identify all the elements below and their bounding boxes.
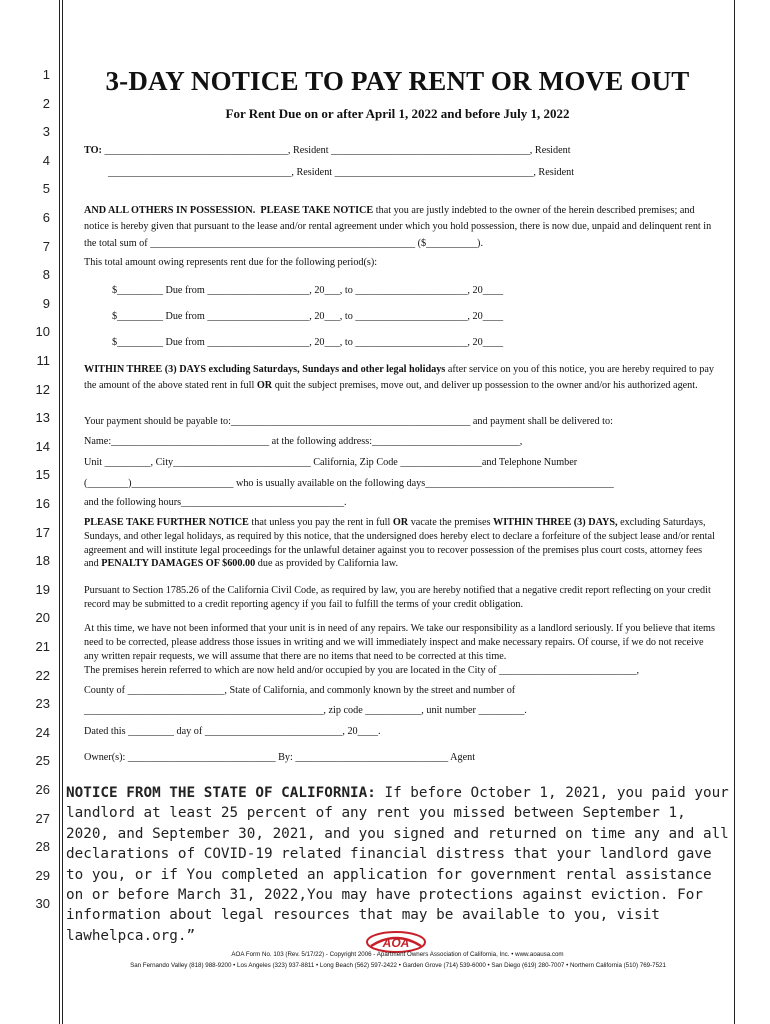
further-or: OR [392, 517, 409, 528]
zip-line: _______________________________________________, zip code ___________, unit number _________. [84, 705, 527, 716]
line-number: 23 [35, 696, 50, 712]
premises-line: The premises herein referred to which are now held and/or occupied by you are located in the City of ___________________________, [84, 665, 640, 676]
county-line: County of ___________________, State of California, and commonly known by the street and number of [84, 685, 516, 696]
margin-rule-left-outer [59, 0, 60, 1024]
line-number: 2 [42, 95, 50, 111]
line-number: 30 [35, 896, 50, 912]
payable-line: Your payment should be payable to:_______________________________________________ and payment shall be delivered to: [84, 416, 613, 427]
unit-line: Unit _________, City___________________________ California, Zip Code ________________and Telephone Number [84, 457, 578, 468]
line-number: 7 [42, 238, 50, 254]
margin-rule-left-inner [62, 0, 63, 1024]
page-title: 3-DAY NOTICE TO PAY RENT OR MOVE OUT [105, 66, 690, 96]
period-row-2: $_________ Due from ____________________, 20___, to ______________________, 20____ [112, 311, 504, 322]
line-number: 4 [42, 152, 50, 168]
to-label: TO: [84, 145, 102, 156]
line-number: 5 [42, 181, 50, 197]
to-line-1 [84, 145, 716, 156]
line-number: 10 [35, 324, 50, 340]
dated-line: Dated this _________ day of ___________________________, 20____. [84, 726, 381, 737]
line-number: 17 [35, 524, 50, 540]
owner-line: Owner(s): _____________________________ By: ______________________________ Agent [84, 752, 476, 763]
within-bold: WITHIN THREE (3) DAYS excluding Saturdays, Sundays and other legal holidays [84, 364, 446, 375]
line-number: 6 [42, 210, 50, 225]
phone-line: (________)____________________ who is usually available on the following days_____________________________________ [84, 478, 614, 489]
further-text-2: vacate the premises [408, 517, 494, 528]
footer-copyright: AOA Form No. 103 (Rev. 5/17/22) - Copyright 2006 - Apartment Owners Association of California, Inc. • www.aoausa.com [231, 951, 564, 958]
line-number: 18 [35, 553, 50, 569]
line-number: 13 [35, 410, 50, 426]
margin-rule-right [734, 0, 735, 1024]
period-row-1: $_________ Due from ____________________, 20___, to ______________________, 20____ [112, 285, 504, 296]
line-number: 19 [35, 581, 50, 597]
to-line-1-text: ____________________________________, Resident _______________________________________, Resident [101, 145, 571, 156]
california-notice [66, 783, 732, 946]
line-number: 1 [42, 67, 50, 82]
line-number: 15 [35, 467, 50, 483]
to-line-2: ____________________________________, Resident _______________________________________, Resident [108, 167, 575, 178]
repairs-paragraph: At this time, we have not been informed that your unit is in need of any repairs. We take our responsibility as a landlord seriously. If you believe that items need to be corrected, please address those issues in writing and we will immediately inspect and make necessary repairs. Of course, if we do not receive any written repair requests, we will assume that there are no items that need to be corrected at this time. [84, 623, 715, 662]
california-notice-text: If before October 1, 2021, you paid your landlord at least 25 percent of any rent you missed between September 1, 2020, and September 30, 2021, and you signed and returned on time any and all declarations of COVID-19 related financial distress that your landlord gave to you, or if You completed an application for government rental assistance on or before March 31, 2022,You may have protections against eviction. For information about legal resources that may be available to you, visit lawhelpca.org.” [66, 785, 729, 944]
line-number: 27 [35, 810, 50, 826]
possession-paragraph [84, 203, 716, 252]
line-number: 8 [42, 267, 50, 283]
line-number: 29 [35, 867, 50, 883]
further-text-4: due as provided by California law. [255, 558, 399, 570]
further-text-1: that unless you pay the rent in full [248, 517, 393, 528]
line-number: 28 [35, 839, 50, 855]
line-number: 26 [35, 782, 50, 797]
aoa-logo-text: AOA [382, 936, 410, 950]
line-number: 16 [35, 496, 50, 511]
within-paragraph [84, 362, 716, 395]
period-row-3: $_________ Due from ____________________, 20___, to ______________________, 20____ [112, 337, 504, 348]
line-number: 12 [35, 381, 50, 397]
further-bold-2: WITHIN THREE (3) DAYS, [493, 517, 618, 528]
further-notice-paragraph [84, 516, 716, 571]
further-bold-1: PLEASE TAKE FURTHER NOTICE [84, 517, 249, 528]
within-text-2: quit the subject premises, move out, and deliver up possession to the owner and/or his authorized agent. [272, 380, 698, 392]
line-number: 9 [42, 295, 50, 311]
possession-bold-2: PLEASE TAKE NOTICE [260, 205, 374, 216]
line-number: 24 [35, 724, 50, 740]
periods-intro: This total amount owing represents rent due for the following period(s): [84, 257, 378, 268]
credit-paragraph: Pursuant to Section 1785.26 of the California Civil Code, as required by law, you are hereby notified that a negative credit report reflecting on your credit record may be submitted to a credit reporting agency if you fail to fulfill the terms of your credit obligation. [84, 585, 711, 610]
line-number: 11 [36, 353, 50, 368]
california-notice-heading: NOTICE FROM THE STATE OF CALIFORNIA: [66, 785, 376, 801]
line-number: 20 [35, 610, 50, 626]
possession-bold-1: AND ALL OTHERS IN POSSESSION. [84, 205, 256, 216]
line-number: 22 [35, 667, 50, 683]
within-or: OR [256, 380, 273, 392]
line-number: 25 [35, 753, 50, 769]
line-number: 14 [35, 438, 50, 454]
line-number: 21 [35, 639, 50, 654]
further-bold-3: PENALTY DAMAGES OF $600.00 [101, 558, 256, 570]
further-text-3: excluding Saturdays, Sundays, and other legal holidays, as required by this notice, that the undersigned does hereby elect to declare a forfeiture of the subject lease and/or rental agreement and will institute legal proceedings for the unlawful detainer against you to recover possession of the premises plus court costs, attorney fees and [84, 517, 715, 570]
name-line: Name:_______________________________ at the following address:_____________________________, [84, 436, 523, 447]
hours-line: and the following hours________________________________. [84, 497, 347, 508]
line-number: 3 [42, 124, 50, 140]
page-subtitle: For Rent Due on or after April 1, 2022 and before July 1, 2022 [225, 106, 570, 121]
possession-text: that you are justly indebted to the owner of the herein described premises; and notice is hereby given that pursuant to the lease and/or rental agreement under which you hold possession, there is now due, unpaid and delinquent rent in the total sum of ____________________________________________________ ($__________). [84, 205, 712, 249]
within-text-1: after service on you of this notice, you are hereby required to pay the amount of the above stated rent in full [84, 364, 715, 392]
footer-offices: San Fernando Valley (818) 988-9200 • Los Angeles (323) 937-8811 • Long Beach (562) 597-2422 • Garden Grove (714) 539-6000 • San Diego (619) 280-7007 • Northern California (510) 769-7521 [130, 962, 666, 969]
